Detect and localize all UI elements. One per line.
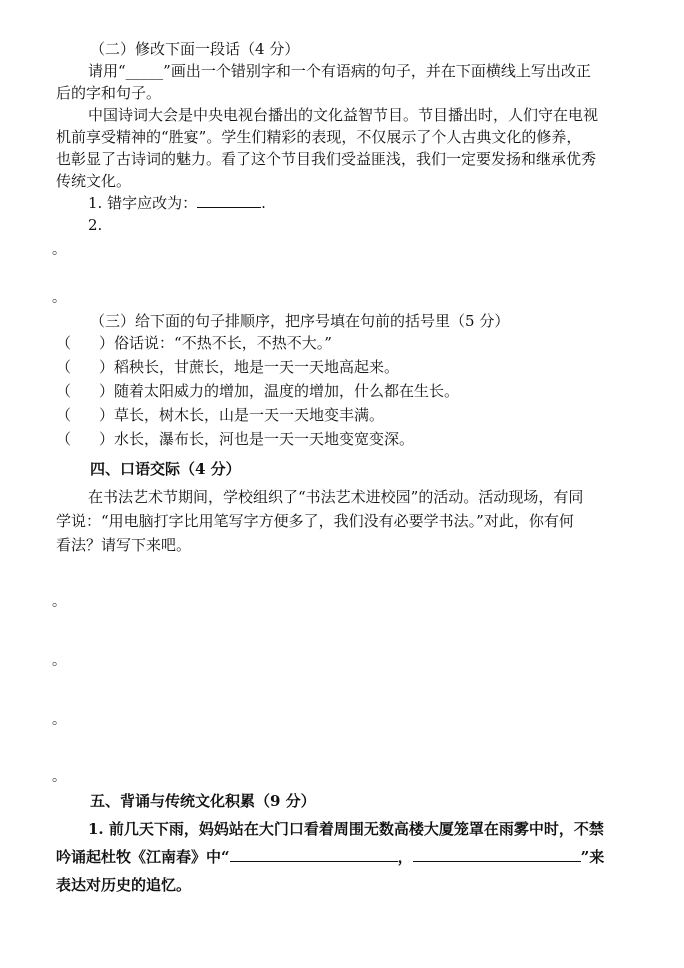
question-line: 1. 前几天下雨，妈妈站在大门口看着周围无数高楼大厦笼罩在雨雾中时，不禁: [88, 820, 604, 838]
question-1-end: .: [261, 194, 266, 212]
order-item: [56, 404, 384, 426]
answer-line-mark: 。: [52, 594, 66, 610]
answer-blank[interactable]: [230, 847, 398, 862]
question-text: 吟诵起杜牧《江南春》中“: [56, 848, 230, 866]
question-1-label: 1. 错字应改为：: [88, 194, 198, 212]
answer-blank[interactable]: [197, 193, 261, 208]
paren-open: （: [56, 382, 72, 400]
paren-open: （: [56, 430, 72, 448]
paragraph-line: 机前享受精神的“胜宴”。学生们精彩的表现，不仅展示了个人古典文化的修养，: [56, 128, 582, 146]
section-4-heading: 四、口语交际（4 分）: [90, 460, 241, 478]
answer-line-mark: 。: [52, 653, 66, 669]
section-5-heading: 五、背诵与传统文化积累（9 分）: [90, 792, 316, 810]
question-line: 表达对历史的追忆。: [56, 876, 192, 894]
order-item-text: 俗话说：“不热不长，不热不大。”: [114, 334, 332, 352]
order-item: [56, 332, 332, 354]
paren-close: ）: [99, 406, 115, 424]
paragraph-line: 中国诗词大会是中央电视台播出的文化益智节目。节目播出时，人们守在电视: [88, 106, 599, 124]
paren-close: ）: [99, 382, 115, 400]
paragraph-line: 传统文化。: [56, 172, 132, 190]
order-item-text: 草长，树木长，山是一天一天地变丰满。: [114, 406, 385, 424]
question-text: ”来: [580, 848, 605, 866]
question-2: 2.: [88, 216, 103, 234]
answer-line-mark: 。: [52, 242, 66, 258]
paragraph-line: 也彰显了古诗词的魅力。看了这个节目我们受益匪浅，我们一定要发扬和继承优秀: [56, 150, 597, 168]
paragraph-line: 学说：“用电脑打字比用笔写字方便多了，我们没有必要学书法。”对此，你有何: [56, 512, 574, 530]
paren-open: （: [56, 358, 72, 376]
underline-mark: _____: [125, 62, 164, 80]
paren-open: （: [56, 406, 72, 424]
paren-open: （: [56, 334, 72, 352]
order-item-text: 稻秧长，甘蔗长，地是一天一天地高起来。: [114, 358, 400, 376]
answer-line-mark: 。: [52, 769, 66, 785]
order-item: [56, 356, 399, 378]
instruction-part: ”画出一个错别字和一个有语病的句子，并在下面横线上写出改正: [163, 62, 591, 80]
paragraph-line: 在书法艺术节期间，学校组织了“书法艺术进校园”的活动。活动现场，有同: [88, 488, 584, 506]
paragraph-line: 看法？请写下来吧。: [56, 536, 192, 554]
paren-close: ）: [99, 334, 115, 352]
paren-close: ）: [99, 430, 115, 448]
section-2-instruction: [88, 60, 591, 82]
answer-blank[interactable]: [413, 847, 581, 862]
order-item: [56, 428, 414, 450]
answer-line-mark: 。: [52, 290, 66, 306]
order-item-text: 随着太阳威力的增加，温度的增加，什么都在生长。: [114, 382, 460, 400]
instruction-part: 请用“: [88, 62, 126, 80]
section-3-heading: （三）给下面的句子排顺序，把序号填在句前的括号里（5 分）: [90, 312, 510, 330]
question-line: [56, 846, 604, 868]
order-item-text: 水长，瀑布长，河也是一天一天地变宽变深。: [114, 430, 415, 448]
section-2-heading: （二）修改下面一段话（4 分）: [90, 40, 300, 58]
answer-line-mark: 。: [52, 712, 66, 728]
paren-close: ）: [99, 358, 115, 376]
question-text: ，: [397, 848, 413, 866]
order-item: [56, 380, 459, 402]
section-2-instruction-cont: 后的字和句子。: [56, 84, 162, 102]
question-1: [88, 192, 266, 214]
